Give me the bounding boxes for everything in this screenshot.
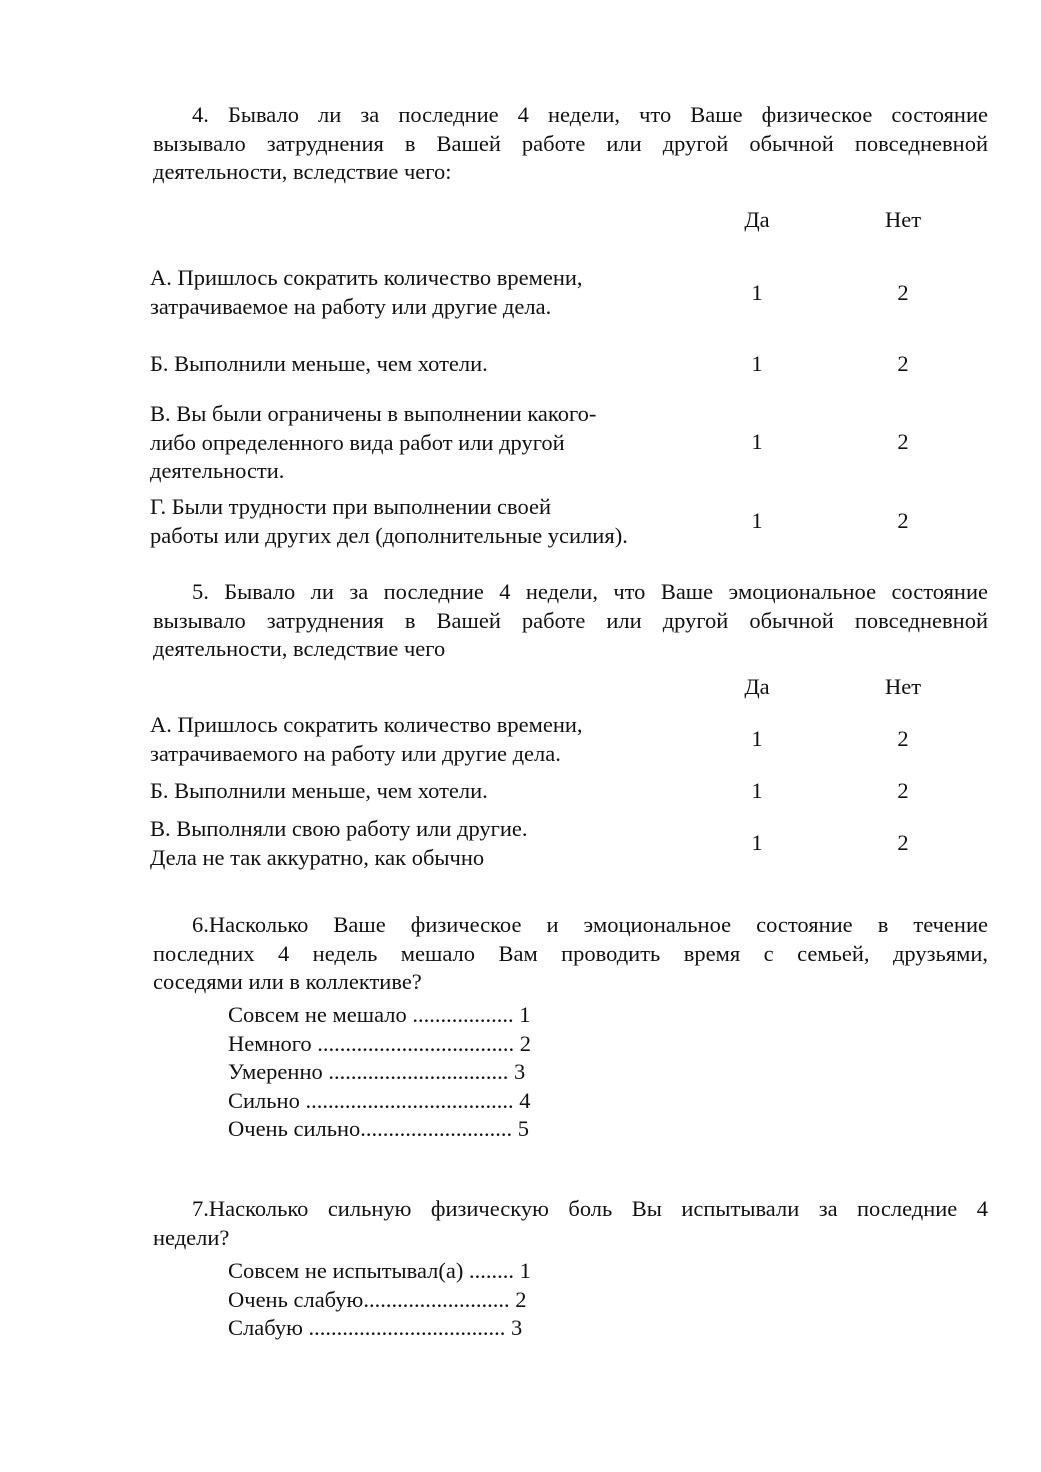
question-line: вызывало затруднения в Вашей работе или другой обычной повседневной	[153, 607, 988, 633]
item-line: либо определенного вида работ или другой	[150, 429, 565, 455]
answer-yes-value: 1	[751, 778, 763, 803]
question-line: 5. Бывало ли за последние 4 недели, что Ваше эмоциональное состояние	[192, 579, 988, 604]
question-5-item-b	[150, 777, 710, 806]
question-4-item-a	[150, 264, 710, 321]
question-6-text	[153, 911, 988, 997]
answer-yes-value: 1	[751, 830, 763, 855]
item-line: Г. Были трудности при выполнении своей	[150, 494, 552, 519]
question-4-item-b	[150, 350, 710, 379]
answer-yes-value: 1	[751, 280, 763, 305]
question-5-item-v	[150, 815, 710, 872]
question-4-item-g	[150, 493, 710, 550]
question-6-options	[228, 1001, 568, 1144]
item-line: деятельности.	[150, 458, 285, 483]
question-5-text	[153, 578, 988, 664]
item-line: А. Пришлось сократить количество времени,	[150, 265, 583, 290]
item-line: В. Вы были ограничены в выполнении какого-	[150, 401, 597, 426]
question-line: вызывало затруднения в Вашей работе или другой обычной повседневной	[153, 130, 988, 156]
answer-option: Совсем не испытывал(а) ........ 1	[228, 1258, 531, 1283]
question-line: недели?	[153, 1224, 230, 1250]
column-header-no: Нет	[884, 674, 922, 699]
item-line: затрачиваемого на работу или другие дела.	[150, 740, 561, 766]
answer-option: Сильно ..................................... 4	[228, 1087, 531, 1113]
answer-no-value: 2	[897, 778, 909, 803]
question-4-text	[153, 101, 988, 187]
answer-yes-value: 1	[751, 429, 763, 454]
item-line: В. Выполняли свою работу или другие.	[150, 816, 528, 841]
question-line: последних 4 недель мешало Вам проводить время с семьей, друзьями,	[153, 940, 988, 966]
answer-no-value: 2	[897, 280, 909, 305]
question-line: деятельности, вследствие чего	[153, 636, 446, 661]
answer-option: Немного ................................... 2	[228, 1030, 532, 1056]
item-line: Б. Выполнили меньше, чем хотели.	[150, 778, 488, 803]
answer-yes-value: 1	[751, 508, 763, 533]
item-line: затрачиваемое на работу или другие дела.	[150, 293, 552, 319]
column-header-no: Нет	[884, 207, 922, 232]
item-line: работы или других дел (дополнительные усилия).	[150, 522, 628, 548]
answer-option: Умеренно ................................ 3	[228, 1059, 526, 1084]
answer-no-value: 2	[897, 508, 909, 533]
answer-yes-value: 1	[751, 351, 763, 376]
answer-no-value: 2	[897, 830, 909, 855]
answer-no-value: 2	[897, 726, 909, 751]
question-line: 7.Насколько сильную физическую боль Вы испытывали за последние 4	[192, 1196, 988, 1221]
question-4-item-v	[150, 400, 710, 486]
item-line: А. Пришлось сократить количество времени,	[150, 712, 583, 737]
answer-no-value: 2	[897, 429, 909, 454]
question-line: соседями или в коллективе?	[153, 969, 422, 994]
item-line: Дела не так аккуратно, как обычно	[150, 844, 485, 870]
question-5-item-a	[150, 711, 710, 768]
answer-yes-value: 1	[751, 726, 763, 751]
question-7-options	[228, 1257, 568, 1343]
answer-option: Совсем не мешало .................. 1	[228, 1002, 531, 1027]
question-7-text	[153, 1195, 988, 1252]
column-header-yes: Да	[744, 207, 770, 232]
column-header-yes: Да	[744, 674, 770, 699]
answer-option: Слабую ................................... 3	[228, 1315, 523, 1340]
answer-no-value: 2	[897, 351, 909, 376]
item-line: Б. Выполнили меньше, чем хотели.	[150, 351, 488, 376]
question-line: 4. Бывало ли за последние 4 недели, что Ваше физическое состояние	[192, 102, 988, 127]
question-line: 6.Насколько Ваше физическое и эмоциональное состояние в течение	[192, 912, 988, 937]
answer-option: Очень сильно........................... 5	[228, 1116, 530, 1141]
question-line: деятельности, вследствие чего:	[153, 159, 452, 184]
answer-option: Очень слабую.......................... 2	[228, 1286, 527, 1312]
